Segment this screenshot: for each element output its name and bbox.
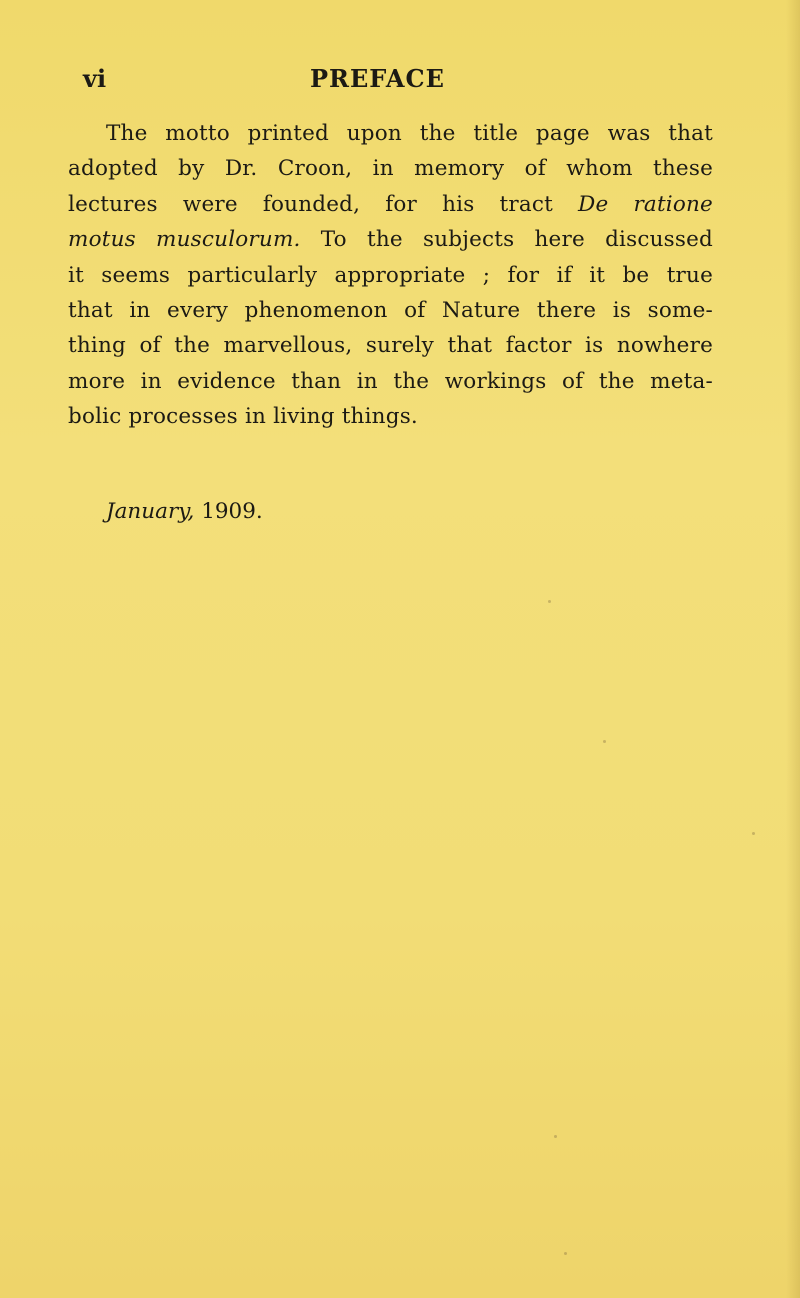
text-line-4 xyxy=(68,222,713,257)
paper-speck xyxy=(564,1252,567,1255)
text-line-8: more in evidence than in the workings of the meta- xyxy=(68,368,713,394)
book-title-italic-part-1: De ratione xyxy=(578,191,713,217)
text-line-9: bolic processes in living things. xyxy=(68,404,418,430)
book-title-italic-part-2: motus musculorum. xyxy=(68,227,301,253)
dateline-month: January, xyxy=(106,499,195,524)
text-line-6: that in every phenomenon of Nature there is some- xyxy=(68,298,713,324)
text-line-4-roman: To the subjects here discussed xyxy=(300,227,713,253)
paper-speck xyxy=(603,740,606,743)
text-line-2: adopted by Dr. Croon, in memory of whom these xyxy=(68,156,713,182)
preface-paragraph xyxy=(68,116,713,435)
text-line-1: The motto printed upon the title page was that xyxy=(106,121,713,146)
text-line-3-roman: lectures were founded, for his tract xyxy=(68,191,579,217)
text-line-7: thing of the marvellous, surely that factor is nowhere xyxy=(68,333,713,359)
running-head xyxy=(83,64,703,94)
paper-speck xyxy=(752,832,755,835)
text-line-5: it seems particularly appropriate ; for if it be true xyxy=(68,262,713,288)
paper-speck xyxy=(554,1135,557,1138)
page-number: vi xyxy=(83,64,107,93)
running-title: PREFACE xyxy=(310,64,445,93)
text-line-3 xyxy=(68,187,713,222)
dateline xyxy=(106,497,263,527)
paper-speck xyxy=(548,600,551,603)
dateline-year: 1909. xyxy=(201,499,263,524)
page-edge-shadow xyxy=(786,0,800,1298)
